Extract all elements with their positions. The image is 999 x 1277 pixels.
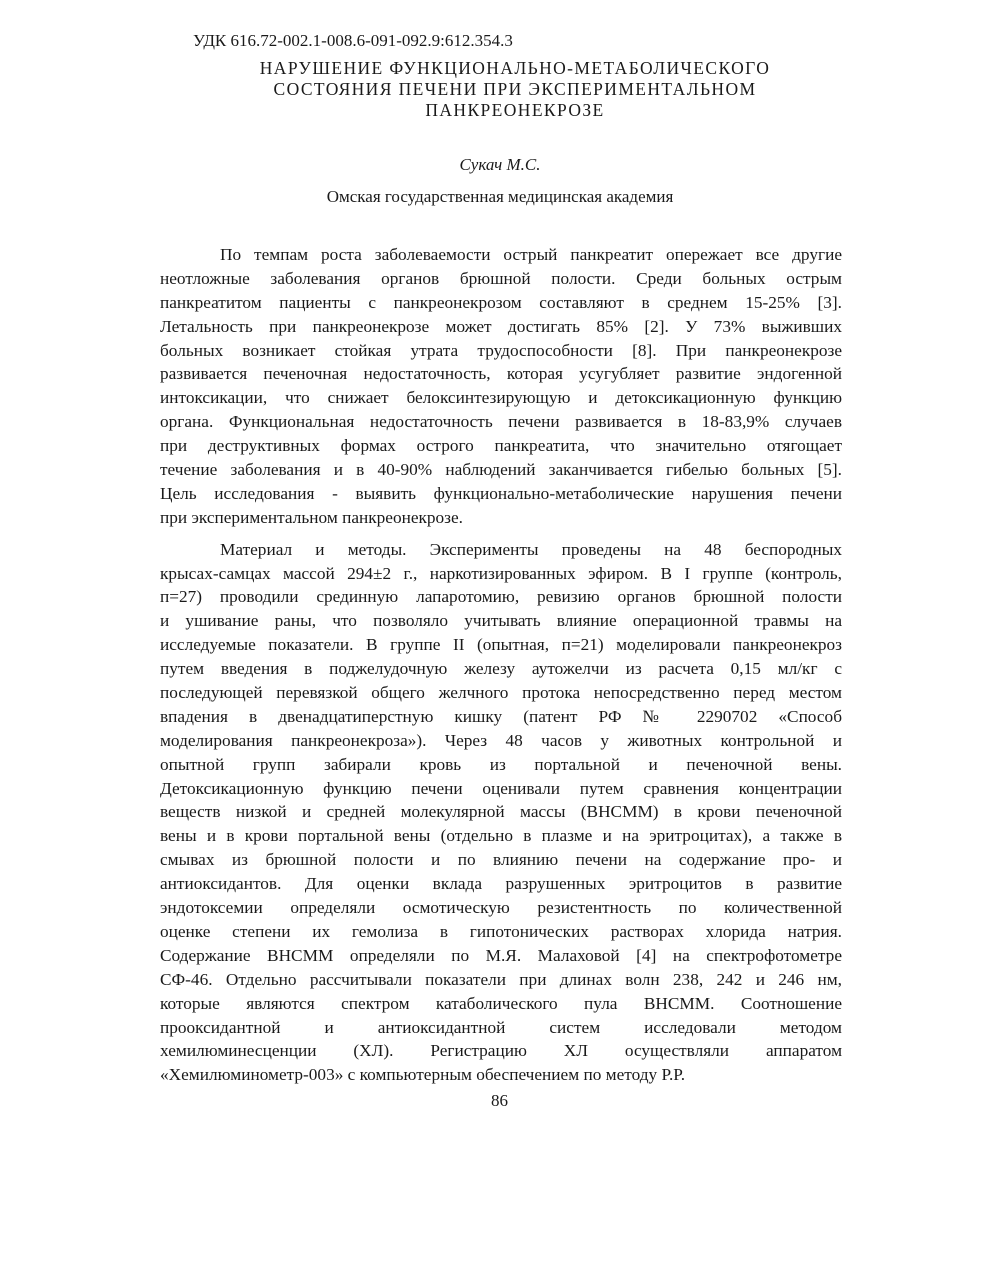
text-line: веществ низкой и средней молекулярной массы (ВНСММ) в крови печеночной [160,802,842,822]
text-line: смывах из брюшной полости и по влиянию печени на содержание про- и [160,850,842,870]
paper-title [160,58,870,121]
text-line: Летальность при панкреонекрозе может достигать 85% [2]. У 73% выживших [160,316,842,336]
text-line: больных возникает стойкая утрата трудоспособности [8]. При панкреонекрозе [160,340,842,360]
text-line: которые являются спектром катаболического пула ВНСММ. Соотношение [160,993,842,1013]
text-line: и ушивание раны, что позволяло учитывать влияние операционной травмы на [160,611,842,631]
paragraph [160,538,842,1087]
text-line: антиоксидантов. Для оценки вклада разрушенных эритроцитов в развитие [160,874,842,894]
text-line: путем введения в поджелудочную железу аутожелчи из расчета 0,15 мл/кг с [160,659,842,679]
text-line: хемилюминесценции (ХЛ). Регистрацию ХЛ осуществляли аппаратом [160,1041,842,1061]
text-line: развивается печеночная недостаточность, которая усугубляет развитие эндогенной [160,364,842,384]
text-line: По темпам роста заболеваемости острый панкреатит опережает все другие [220,245,842,264]
paragraph [160,243,842,530]
title-line: СОСТОЯНИЯ ПЕЧЕНИ ПРИ ЭКСПЕРИМЕНТАЛЬНОМ [273,79,757,99]
paragraph-gap [160,530,842,538]
page-number: 86 [491,1091,508,1110]
text-line: последующей перевязкой общего желчного протока непосредственно перед местом [160,683,842,703]
text-line: «Хемилюминометр-003» с компьютерным обеспечением по методу Р.Р. [160,1065,686,1085]
author-name: Сукач М.С. [459,155,541,174]
text-line: Детоксикационную функцию печени оценивали путем сравнения концентрации [160,778,842,798]
text-line: органа. Функциональная недостаточность печени развивается в 18-83,9% случаев [160,412,842,432]
text-line: Цель исследования - выявить функционально-метаболические нарушения печени [160,483,842,503]
text-line: крысах-самцах массой 294±2 г., наркотизированных эфиром. В I группе (контроль, [160,563,842,583]
text-line: Содержание ВНСММ определяли по М.Я. Малаховой [4] на спектрофотометре [160,945,842,965]
text-line: исследуемые показатели. В группе II (опытная, п=21) моделировали панкреонекроз [160,635,842,655]
text-line: вены и в крови портальной вены (отдельно в плазме и на эритроцитах), а также в [160,826,842,846]
text-line: оценке степени их гемолиза в гипотонических растворах хлорида натрия. [160,921,842,941]
title-line: НАРУШЕНИЕ ФУНКЦИОНАЛЬНО-МЕТАБОЛИЧЕСКОГО [259,58,771,78]
body-text [160,243,842,1087]
text-line: п=27) проводили срединную лапаротомию, ревизию органов брюшной полости [160,587,842,607]
text-line: течение заболевания и в 40-90% наблюдений заканчивается гибелью больных [5]. [160,460,842,480]
text-line: опытной групп забирали кровь из портальной и печеночной вены. [160,754,842,774]
text-line: интоксикации, что снижает белоксинтезирующую и детоксикационную функцию [160,388,842,408]
text-line: моделирования панкреонекроза»). Через 48 часов у животных контрольной и [160,730,842,750]
title-line: ПАНКРЕОНЕКРОЗЕ [425,100,605,120]
udk-code: УДК 616.72-002.1-008.6-091-092.9:612.354.3 [193,31,513,50]
text-line: прооксидантной и антиоксидантной систем исследовали методом [160,1017,842,1037]
text-line: Материал и методы. Эксперименты проведены на 48 беспородных [220,539,842,559]
text-line: при деструктивных формах острого панкреатита, что значительно отягощает [160,436,842,456]
text-line: СФ-46. Отдельно рассчитывали показатели при длинах волн 238, 242 и 246 нм, [160,969,842,989]
affiliation: Омская государственная медицинская академия [326,187,674,206]
text-line: неотложные заболевания органов брюшной полости. Среди больных острым [160,268,842,288]
text-line: эндотоксемии определяли осмотическую резистентность по количественной [160,898,842,918]
text-line: панкреатитом пациенты с панкреонекрозом составляют в среднем 15-25% [3]. [160,292,842,312]
text-line: при экспериментальном панкреонекрозе. [160,507,464,527]
text-line: впадения в двенадцатиперстную кишку (патент РФ № 2290702 «Способ [160,706,842,726]
